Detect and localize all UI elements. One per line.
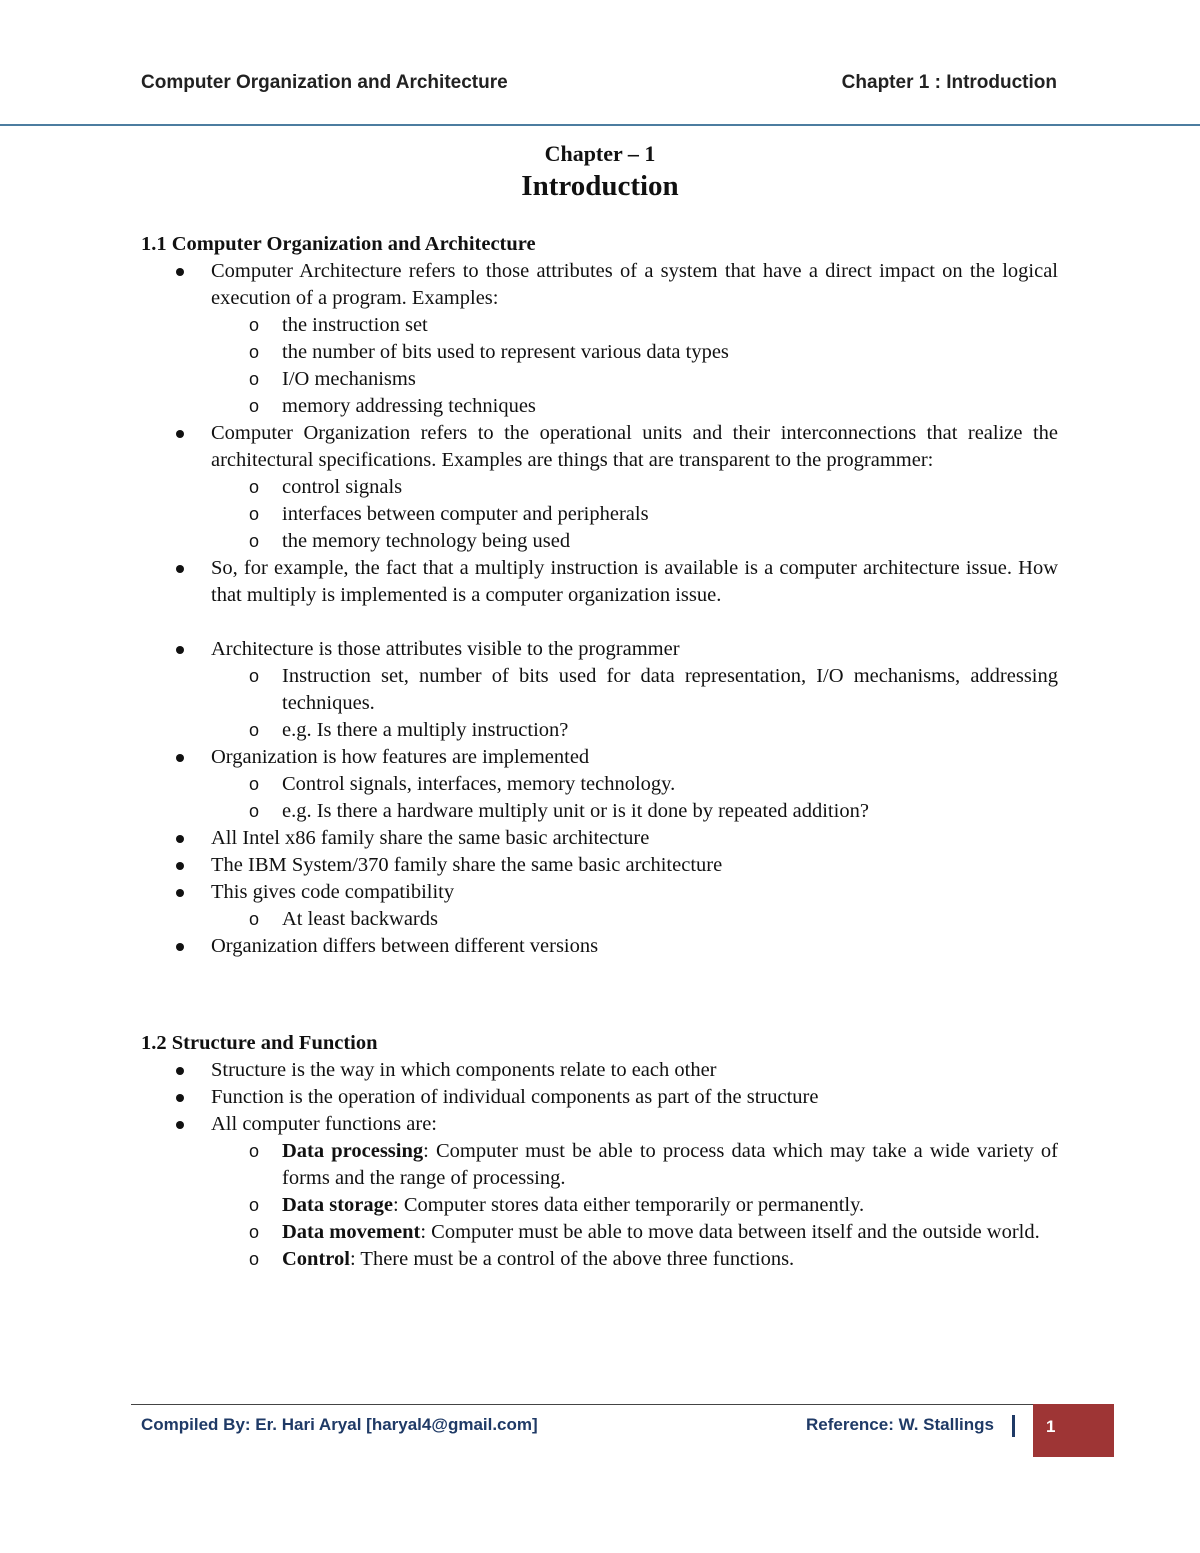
header-divider xyxy=(0,124,1200,126)
sub-list-item: o control signals xyxy=(141,474,1058,501)
function-term: Data processing xyxy=(282,1140,424,1162)
list-item xyxy=(141,1111,1058,1273)
sub-list xyxy=(211,906,1058,933)
function-term: Data movement xyxy=(282,1221,421,1243)
bullet-text: All Intel x86 family share the same basic architecture xyxy=(211,827,650,849)
list-item xyxy=(141,933,1058,960)
function-item xyxy=(141,1192,1058,1219)
header-chapter: Chapter 1 : Introduction xyxy=(841,72,1057,93)
sub-list-item: o the instruction set xyxy=(141,312,1058,339)
function-term: Data storage xyxy=(282,1194,394,1216)
function-item xyxy=(141,1138,1058,1192)
list-item xyxy=(141,744,1058,825)
footer-reference: Reference: W. Stallings xyxy=(806,1415,994,1434)
function-desc: : Computer stores data either temporarily or permanently. xyxy=(393,1194,865,1216)
list-item xyxy=(141,555,1058,609)
list-item xyxy=(141,1057,1058,1084)
sub-list-item: o the number of bits used to represent various data types xyxy=(141,339,1058,366)
sub-list-item: o the memory technology being used xyxy=(141,528,1058,555)
sub-list xyxy=(211,663,1058,744)
page-header xyxy=(141,72,1057,94)
sub-list xyxy=(211,771,1058,825)
function-item xyxy=(141,1219,1058,1246)
function-desc: : Computer must be able to process data which may take a wide variety of forms and the range of processing. xyxy=(282,1140,1058,1189)
sub-list-item: o e.g. Is there a multiply instruction? xyxy=(141,717,1058,744)
spacer xyxy=(141,609,1058,636)
bullet-text: The IBM System/370 family share the same basic architecture xyxy=(211,854,723,876)
list-item xyxy=(141,852,1058,879)
footer-compiled-by: Compiled By: Er. Hari Aryal [haryal4@gmail.com] xyxy=(141,1415,538,1434)
functions-list xyxy=(211,1138,1058,1273)
page-number-box xyxy=(1033,1404,1114,1457)
sub-list xyxy=(211,474,1058,555)
bullet-text: Function is the operation of individual components as part of the structure xyxy=(211,1086,819,1108)
function-item xyxy=(141,1246,1058,1273)
bullet-text: All computer functions are: xyxy=(211,1113,438,1135)
sub-list-item: o Control signals, interfaces, memory technology. xyxy=(141,771,1058,798)
list-item xyxy=(141,258,1058,420)
list-item xyxy=(141,636,1058,744)
bullet-text: This gives code compatibility xyxy=(211,881,455,903)
bullet-text: Organization differs between different versions xyxy=(211,935,599,957)
function-term: Control xyxy=(282,1248,350,1270)
list-item xyxy=(141,1084,1058,1111)
footer-divider xyxy=(131,1404,1114,1405)
sub-list-item: o I/O mechanisms xyxy=(141,366,1058,393)
function-desc: : There must be a control of the above three functions. xyxy=(349,1248,795,1270)
section-1 xyxy=(141,231,1058,960)
sub-list-item: o e.g. Is there a hardware multiply unit or is it done by repeated addition? xyxy=(141,798,1058,825)
bullet-text: Computer Architecture refers to those attributes of a system that have a direct impact on the logical execution of a program. Examples: xyxy=(211,260,1058,309)
bullet-text: Structure is the way in which components relate to each other xyxy=(211,1059,717,1081)
sub-list-item: o interfaces between computer and peripherals xyxy=(141,501,1058,528)
list-item xyxy=(141,825,1058,852)
bullet-text: Architecture is those attributes visible to the programmer xyxy=(211,638,680,660)
section-2-list xyxy=(141,1057,1058,1273)
page-number: 1 xyxy=(1046,1417,1056,1436)
section-1-heading: 1.1 Computer Organization and Architecture xyxy=(141,233,536,255)
chapter-title: Introduction xyxy=(521,170,679,202)
list-item xyxy=(141,420,1058,555)
sub-list-item: o At least backwards xyxy=(141,906,1058,933)
list-item xyxy=(141,879,1058,933)
function-desc: : Computer must be able to move data between itself and the outside world. xyxy=(420,1221,1040,1243)
bullet-text: Organization is how features are implemented xyxy=(211,746,590,768)
bullet-text: Computer Organization refers to the operational units and their interconnections that realize the architectural specifications. Examples are things that are transparent to the programmer: xyxy=(211,422,1058,471)
sub-list-item: o Instruction set, number of bits used for data representation, I/O mechanisms, addressing techniques. xyxy=(141,663,1058,717)
sub-list-item: o memory addressing techniques xyxy=(141,393,1058,420)
section-1-list-continued xyxy=(141,636,1058,960)
section-2-heading: 1.2 Structure and Function xyxy=(141,1032,378,1054)
section-2 xyxy=(141,1030,1058,1273)
footer-separator xyxy=(1012,1415,1015,1437)
chapter-number: Chapter – 1 xyxy=(544,141,656,166)
sub-list xyxy=(211,312,1058,420)
bullet-text: So, for example, the fact that a multiply instruction is available is a computer architecture issue. How that multiply is implemented is a computer organization issue. xyxy=(211,557,1058,606)
section-1-list xyxy=(141,258,1058,609)
header-doc-title: Computer Organization and Architecture xyxy=(141,72,508,93)
